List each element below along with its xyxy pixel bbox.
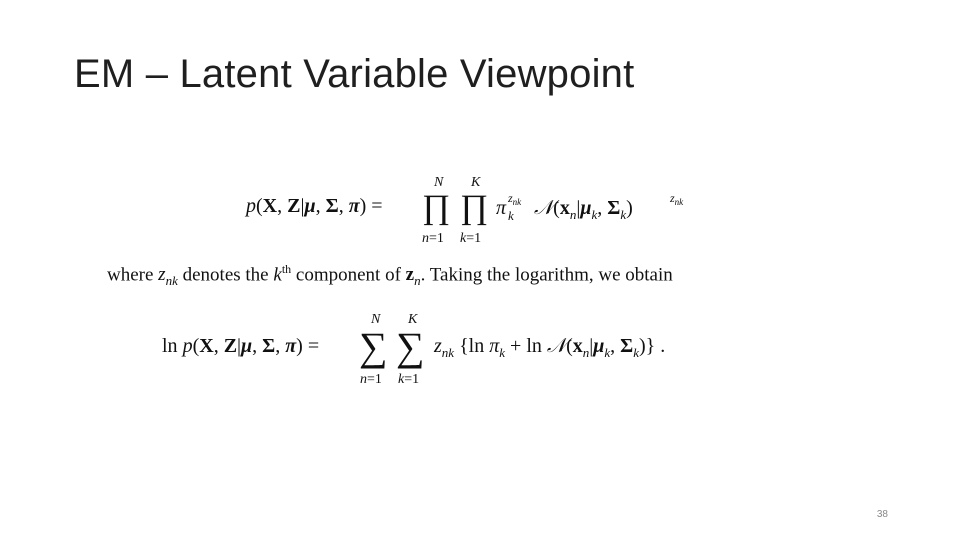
eq1-normal-exponent: $z_{nk}$ xyxy=(670,191,684,207)
eq2-sum-inner-lower: k=1 xyxy=(398,372,420,387)
eq1-lhs: p(X, Z|μ, Σ, π) = xyxy=(246,195,383,217)
svg-text:k: k xyxy=(508,208,514,223)
eq1-normal-term: $𝒩(x_n|\mu_k$, $\Sigma_k$) xyxy=(534,197,633,222)
eq1-pi-exponent: $z_{nk}$ xyxy=(508,191,522,207)
eq1-prod-outer-upper: N xyxy=(434,175,444,190)
joint-likelihood-equation xyxy=(238,168,718,248)
eq2-sum-outer-upper: N xyxy=(371,312,381,327)
eq2-sum-inner-symbol: ∑ xyxy=(396,324,425,369)
eq1-prod-inner-upper: K xyxy=(471,175,481,190)
eq2-sum-inner-upper: K xyxy=(408,312,418,327)
eq1-prod-inner-symbol: ∏ xyxy=(460,189,488,226)
eq2-body: $z_{nk}$ {ln $\pi_k + \ln$ $𝒩(x_n|\mu_k$, $\Sigma_k$)} . xyxy=(434,335,666,360)
eq1-prod-outer-symbol: ∏ xyxy=(422,189,450,226)
slide-title: EM – Latent Variable Viewpoint xyxy=(74,52,635,96)
eq1-pi-term: π xyxy=(496,197,507,219)
log-likelihood-equation xyxy=(158,305,758,390)
prose-line: where $z_{nk}$ denotes the $k^{th}$ component of $z_n$. Taking the logarithm, we obtain xyxy=(107,262,673,289)
eq1-prod-inner-lower: k=1 xyxy=(460,231,482,246)
zn-symbol: $z_n$ xyxy=(405,264,421,289)
eq2-lhs: ln p(X, Z|μ, Σ, π) = xyxy=(162,335,320,357)
page-number: 38 xyxy=(876,509,888,520)
znk-symbol: $z_{nk}$ xyxy=(158,264,178,289)
eq1-prod-outer-lower: n=1 xyxy=(422,231,444,246)
eq2-sum-outer-symbol: ∑ xyxy=(359,324,388,369)
eq2-sum-outer-lower: n=1 xyxy=(360,372,382,387)
